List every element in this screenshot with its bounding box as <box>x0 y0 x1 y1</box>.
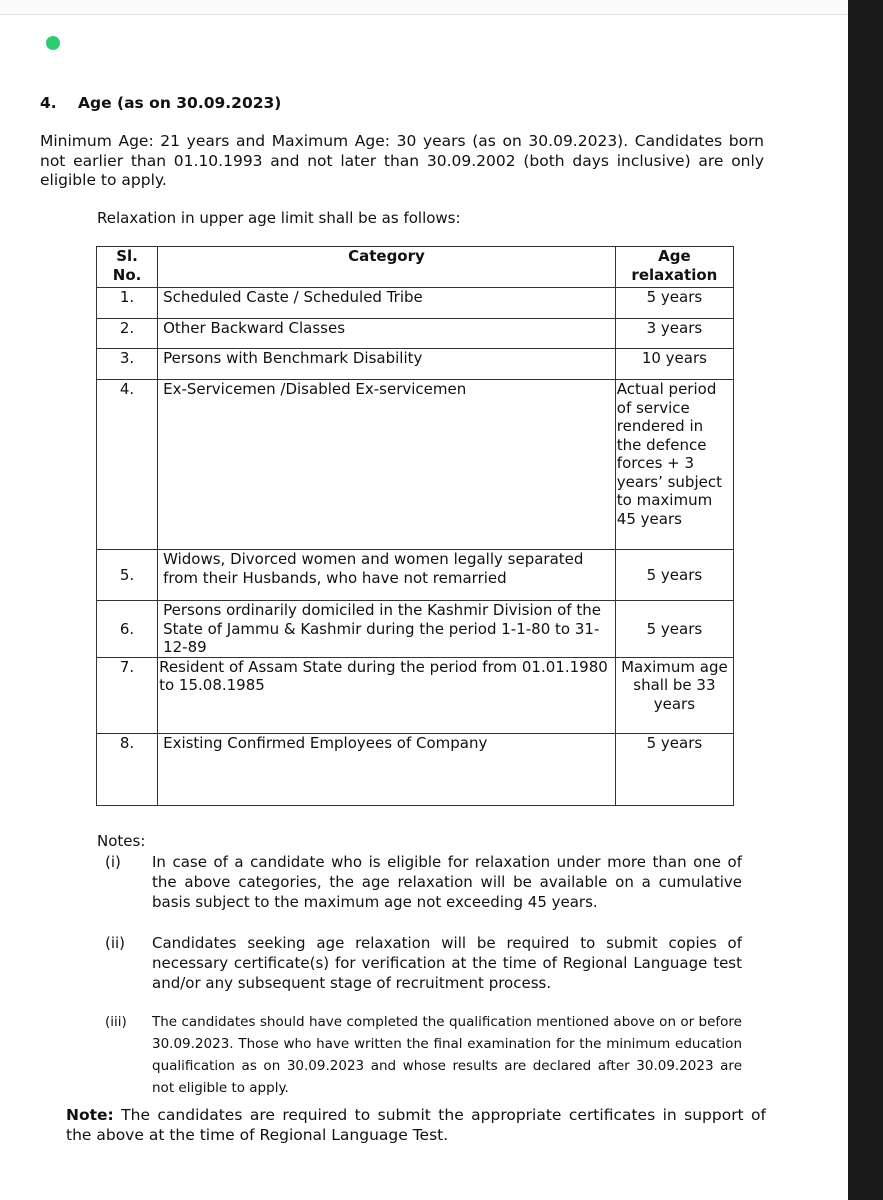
row-sl: 4. <box>97 380 158 550</box>
row-relaxation: 5 years <box>615 288 733 319</box>
row-sl: 2. <box>97 319 158 349</box>
row-sl: 8. <box>97 733 158 805</box>
final-note-text: The candidates are required to submit the appropriate certificates in support of the above at the time of Regional Language Test. <box>66 1106 766 1144</box>
note-text: Candidates seeking age relaxation will be required to submit copies of necessary certificate(s) for verification at the time of Regional Language test and/or any subsequent stage of recruitment process. <box>152 934 742 992</box>
section-number: 4. <box>40 94 57 112</box>
row-sl: 3. <box>97 349 158 380</box>
row-category: Existing Confirmed Employees of Company <box>158 733 616 805</box>
header-category: Category <box>158 247 616 288</box>
row-category: Ex-Servicemen /Disabled Ex-servicemen <box>158 380 616 550</box>
row-sl: 1. <box>97 288 158 319</box>
table-row <box>97 601 734 658</box>
section-heading <box>40 94 281 112</box>
row-relaxation: Maximum age shall be 33 years <box>615 657 733 733</box>
table-row <box>97 550 734 601</box>
row-sl: 6. <box>97 601 158 658</box>
row-category: Persons ordinarily domiciled in the Kashmir Division of the State of Jammu & Kashmir during the period 1-1-80 to 31-12-89 <box>158 601 616 658</box>
table-row <box>97 733 734 805</box>
header-sl-no: Sl. No. <box>97 247 158 288</box>
note-text: In case of a candidate who is eligible for relaxation under more than one of the above categories, the age relaxation will be available on a cumulative basis subject to the maximum age not exceeding 45 years. <box>152 853 742 911</box>
age-intro-paragraph: Minimum Age: 21 years and Maximum Age: 30 years (as on 30.09.2023). Candidates born not earlier than 01.10.1993 and not later than 30.09.2002 (both days inclusive) are only eligible to apply. <box>40 132 764 189</box>
notes-title: Notes: <box>97 832 146 850</box>
table-row <box>97 319 734 349</box>
note-text: The candidates should have completed the qualification mentioned above on or before 30.09.2023. Those who have written the final examination for the minimum education qualification as on 30.09.2023 and whose results are declared after 30.09.2023 are not eligible to apply. <box>152 1014 742 1096</box>
row-sl: 5. <box>97 550 158 601</box>
viewer-right-edge <box>848 0 883 1200</box>
table-row <box>97 657 734 733</box>
row-category: Other Backward Classes <box>158 319 616 349</box>
row-relaxation: 5 years <box>615 733 733 805</box>
row-category: Resident of Assam State during the period from 01.01.1980 to 15.08.1985 <box>158 657 616 733</box>
note-label: (iii) <box>105 1014 127 1030</box>
row-relaxation: 5 years <box>615 601 733 658</box>
header-age-relaxation: Age relaxation <box>615 247 733 288</box>
row-sl: 7. <box>97 657 158 733</box>
age-relaxation-table <box>96 246 734 806</box>
row-relaxation: Actual period of service rendered in the defence forces + 3 years’ subject to maximum 45 years <box>615 380 733 550</box>
final-note <box>66 1106 766 1145</box>
final-note-label: Note: <box>66 1106 114 1124</box>
row-category: Persons with Benchmark Disability <box>158 349 616 380</box>
row-relaxation: 10 years <box>615 349 733 380</box>
row-category: Widows, Divorced women and women legally separated from their Husbands, who have not remarried <box>158 550 616 601</box>
table-row <box>97 380 734 550</box>
relaxation-intro: Relaxation in upper age limit shall be as follows: <box>97 209 461 227</box>
table-header-row <box>97 247 734 288</box>
status-dot-icon <box>46 36 60 50</box>
row-category: Scheduled Caste / Scheduled Tribe <box>158 288 616 319</box>
note-label: (i) <box>105 853 121 871</box>
row-relaxation: 5 years <box>615 550 733 601</box>
table-row <box>97 288 734 319</box>
viewer-top-bar <box>0 0 848 15</box>
table-row <box>97 349 734 380</box>
note-label: (ii) <box>105 934 126 952</box>
section-title: Age (as on 30.09.2023) <box>78 94 282 112</box>
row-relaxation: 3 years <box>615 319 733 349</box>
